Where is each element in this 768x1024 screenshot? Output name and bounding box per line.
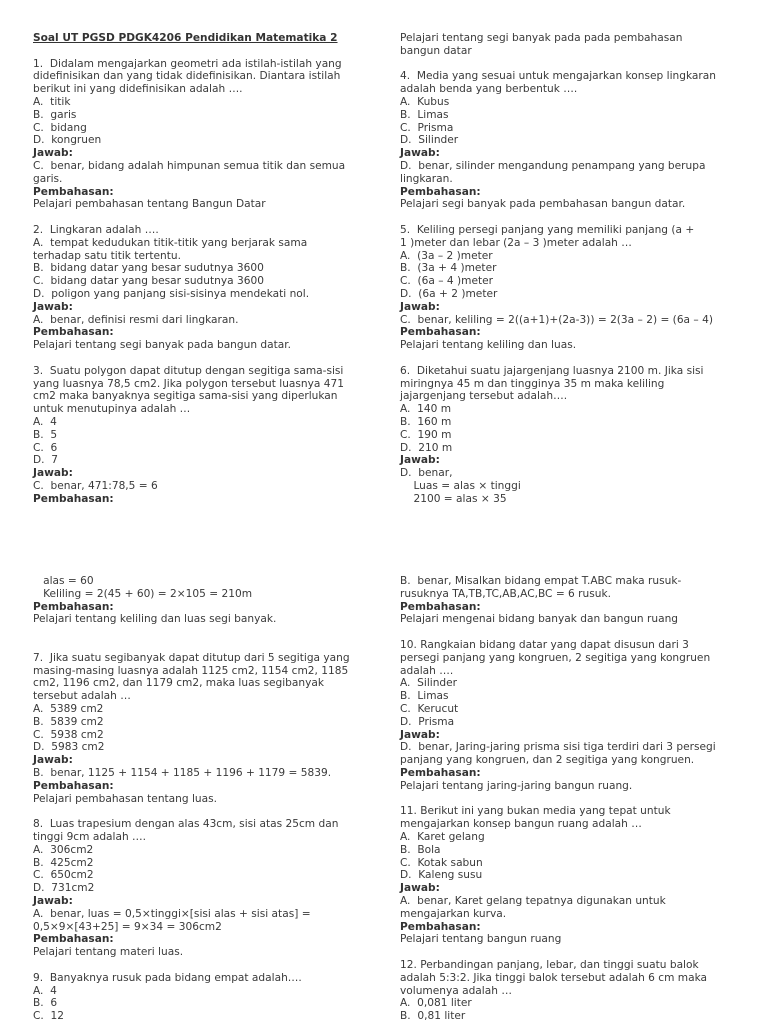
text-line: jajargenjang tersebut adalah…. [400,390,568,403]
text-line: Pelajari segi banyak pada pembahasan bangun datar. [400,198,686,211]
text-line: Pelajari mengenai bidang banyak dan bangun ruang [400,613,679,626]
text-line: Pelajari pembahasan tentang Bangun Datar [33,198,266,211]
text-line: D. 731cm2 [33,882,95,895]
text-line: B. bidang datar yang besar sudutnya 3600 [33,262,264,275]
text-line: A. benar, definisi resmi dari lingkaran. [33,313,239,326]
section-label: Jawab: [400,728,440,741]
text-line: Luas = alas × tinggi [400,479,521,492]
text-line: 11. Berikut ini yang bukan media yang tepat untuk [400,805,671,818]
text-line: 0,5×9×[43+25] = 9×34 = 306cm2 [33,920,222,933]
spacer [33,626,363,639]
section-label: Jawab: [33,467,73,480]
text-line: A. 306cm2 [33,843,94,856]
text-line: D. poligon yang panjang sisi-sisinya mendekati nol. [33,287,310,300]
text-line: 1. Didalam mengajarkan geometri ada istilah-istilah yang [33,57,342,70]
text-line: D. Silinder [400,134,459,147]
spacer [33,959,363,972]
text-line: A. (3a – 2 )meter [400,249,493,262]
text-line: mengajarkan kurva. [400,907,507,920]
text-line: B. 5839 cm2 [33,715,104,728]
text-line: tersebut adalah … [33,690,131,703]
text-line: 2100 = alas × 35 [400,492,507,505]
section-label: Pembahasan: [33,779,114,792]
text-line: C. 650cm2 [33,869,94,882]
text-line: C. bidang datar yang besar sudutnya 3600 [33,275,264,288]
text-line: C. 5938 cm2 [33,728,104,741]
text-line: C. benar, 471:78,5 = 6 [33,479,158,492]
text-line: adalah …. [400,664,454,677]
text-line: B. garis [33,108,77,121]
text-line: C. Prisma [400,121,454,134]
text-line: C. Kotak sabun [400,856,483,869]
text-line: A. 140 m [400,403,452,416]
text-line: 2. Lingkaran adalah …. [33,223,159,236]
text-line: adalah 5:3:2. Jika tinggi balok tersebut adalah 6 cm maka [400,971,708,984]
right-column-top [400,32,730,505]
spacer [33,805,363,818]
text-line: cm2, 1196 cm2, dan 1179 cm2, maka luas segibanyak [33,677,324,690]
text-line: Pelajari tentang keliling dan luas segi banyak. [33,613,277,626]
text-line: Pelajari tentang jaring-jaring bangun ruang. [400,779,633,792]
text-line: A. 0,081 liter [400,997,472,1010]
spacer [400,946,730,959]
text-line: adalah benda yang berbentuk …. [400,83,578,96]
text-line: A. benar, luas = 0,5×tinggi×[sisi alas + sisi atas] = [33,907,311,920]
section-label: Pembahasan: [33,600,114,613]
text-line: A. 4 [33,984,57,997]
text-line: B. 0,81 liter [400,1010,466,1023]
section-label: Pembahasan: [400,185,481,198]
text-line: C. (6a – 4 )meter [400,275,494,288]
text-line: D. benar, silinder mengandung penampang yang berupa [400,159,706,172]
text-line: A. titik [33,95,71,108]
spacer [33,639,363,652]
text-line: Pelajari tentang bangun ruang [400,933,562,946]
text-line: bangun datar [400,44,472,57]
text-line: didefinisikan dan yang tidak didefinisikan. Diantara istilah [33,70,341,83]
text-line: A. benar, Karet gelang tepatnya digunakan untuk [400,894,666,907]
section-label: Jawab: [400,454,440,467]
section-label: Jawab: [400,147,440,160]
section-label: Pembahasan: [400,326,481,339]
spacer [33,211,363,224]
text-line: B. (3a + 4 )meter [400,262,497,275]
text-line: 6. Diketahui suatu jajargenjang luasnya 2100 m. Jika sisi [400,364,704,377]
text-line: B. 160 m [400,415,452,428]
text-line: B. 425cm2 [33,856,94,869]
spacer [400,793,730,806]
text-line: 5. Keliling persegi panjang yang memiliki panjang (a + [400,223,695,236]
text-line: D. 7 [33,454,58,467]
text-line: volumenya adalah … [400,984,512,997]
text-line: B. Bola [400,843,441,856]
text-line: A. tempat kedudukan titik-titik yang berjarak sama [33,236,308,249]
spacer [400,352,730,365]
text-line: D. 5983 cm2 [33,741,105,754]
text-line: untuk menutupinya adalah … [33,403,191,416]
section-label: Pembahasan: [400,920,481,933]
text-line: D. benar, [400,467,453,480]
text-line: A. Silinder [400,677,458,690]
text-line: C. 190 m [400,428,452,441]
text-line: panjang yang kongruen, dan 2 segitiga yang kongruen. [400,754,695,767]
text-line: D. Kaleng susu [400,869,483,882]
text-line: C. Kerucut [400,702,459,715]
section-label: Jawab: [33,300,73,313]
section-label: Jawab: [400,300,440,313]
text-line: A. Kubus [400,95,450,108]
page-title: Soal UT PGSD PDGK4206 Pendidikan Matematika 2 [33,32,338,44]
text-line: terhadap satu titik tertentu. [33,249,181,262]
spacer [400,626,730,639]
text-line: A. 4 [33,415,57,428]
text-line: D. 210 m [400,441,453,454]
text-line: B. 5 [33,428,58,441]
text-line: rusuknya TA,TB,TC,AB,AC,BC = 6 rusuk. [400,587,611,600]
text-line: Pelajari tentang segi banyak pada bangun datar. [33,339,292,352]
section-label: Jawab: [33,894,73,907]
text-line: 8. Luas trapesium dengan alas 43cm, sisi atas 25cm dan [33,818,339,831]
text-line: Pelajari pembahasan tentang luas. [33,792,218,805]
text-line: Keliling = 2(45 + 60) = 2×105 = 210m [33,587,253,600]
text-line: cm2 maka banyaknya segitiga sama-sisi yang diperlukan [33,390,338,403]
text-line: C. benar, bidang adalah himpunan semua titik dan semua [33,159,346,172]
text-line: C. benar, keliling = 2((a+1)+(2a-3)) = 2(3a – 2) = (6a – 4) [400,313,713,326]
section-label: Pembahasan: [400,600,481,613]
text-line: 10. Rangkaian bidang datar yang dapat disusun dari 3 [400,638,689,651]
text-line: garis. [33,172,63,185]
spacer [33,352,363,365]
spacer [400,58,730,71]
text-line: alas = 60 [33,575,94,587]
text-line: persegi panjang yang kongruen, 2 segitiga yang kongruen [400,651,711,664]
section-label: Pembahasan: [33,326,114,339]
text-line: miringnya 45 m dan tingginya 35 m maka keliling [400,377,665,390]
section-label: Pembahasan: [400,766,481,779]
text-line: Pelajari tentang segi banyak pada pada pembahasan [400,32,683,44]
text-line: B. 6 [33,997,58,1010]
text-line: 1 )meter dan lebar (2a – 3 )meter adalah … [400,236,632,249]
left-column-top [33,32,363,505]
text-line: C. bidang [33,121,87,134]
text-line: B. Limas [400,108,449,121]
left-column-bottom [33,575,363,1023]
text-line: berikut ini yang didefinisikan adalah …. [33,83,243,96]
section-label: Jawab: [33,754,73,767]
text-line: A. Karet gelang [400,830,485,843]
section-label: Pembahasan: [33,933,114,946]
text-line: 3. Suatu polygon dapat ditutup dengan segitiga sama-sisi [33,364,344,377]
text-line: B. benar, 1125 + 1154 + 1185 + 1196 + 1179 = 5839. [33,766,332,779]
text-line: yang luasnya 78,5 cm2. Jika polygon tersebut luasnya 471 [33,377,344,390]
text-line: masing-masing luasnya adalah 1125 cm2, 1154 cm2, 1185 [33,664,349,677]
spacer [33,45,363,58]
text-line: 9. Banyaknya rusuk pada bidang empat adalah…. [33,971,302,984]
text-line: 7. Jika suatu segibanyak dapat ditutup dari 5 segitiga yang [33,651,350,664]
text-line: C. 6 [33,441,58,454]
text-line: A. 5389 cm2 [33,702,104,715]
text-line: D. (6a + 2 )meter [400,287,498,300]
text-line: mengajarkan konsep bangun ruang adalah … [400,818,642,831]
text-line: C. 12 [33,1010,64,1023]
text-line: B. benar, Misalkan bidang empat T.ABC maka rusuk- [400,575,682,587]
text-line: D. Prisma [400,715,455,728]
text-line: B. Limas [400,690,449,703]
section-label: Pembahasan: [33,185,114,198]
text-line: Pelajari tentang keliling dan luas. [400,339,577,352]
section-label: Pembahasan: [33,492,114,505]
text-line: lingkaran. [400,172,453,185]
text-line: D. kongruen [33,134,102,147]
text-line: Pelajari tentang materi luas. [33,946,184,959]
text-line: D. benar, Jaring-jaring prisma sisi tiga terdiri dari 3 persegi [400,741,716,754]
right-column-bottom [400,575,730,1023]
spacer [400,211,730,224]
text-line: 4. Media yang sesuai untuk mengajarkan konsep lingkaran [400,70,716,83]
section-label: Jawab: [33,147,73,160]
text-line: 12. Perbandingan panjang, lebar, dan tinggi suatu balok [400,958,699,971]
section-label: Jawab: [400,882,440,895]
text-line: tinggi 9cm adalah …. [33,830,147,843]
